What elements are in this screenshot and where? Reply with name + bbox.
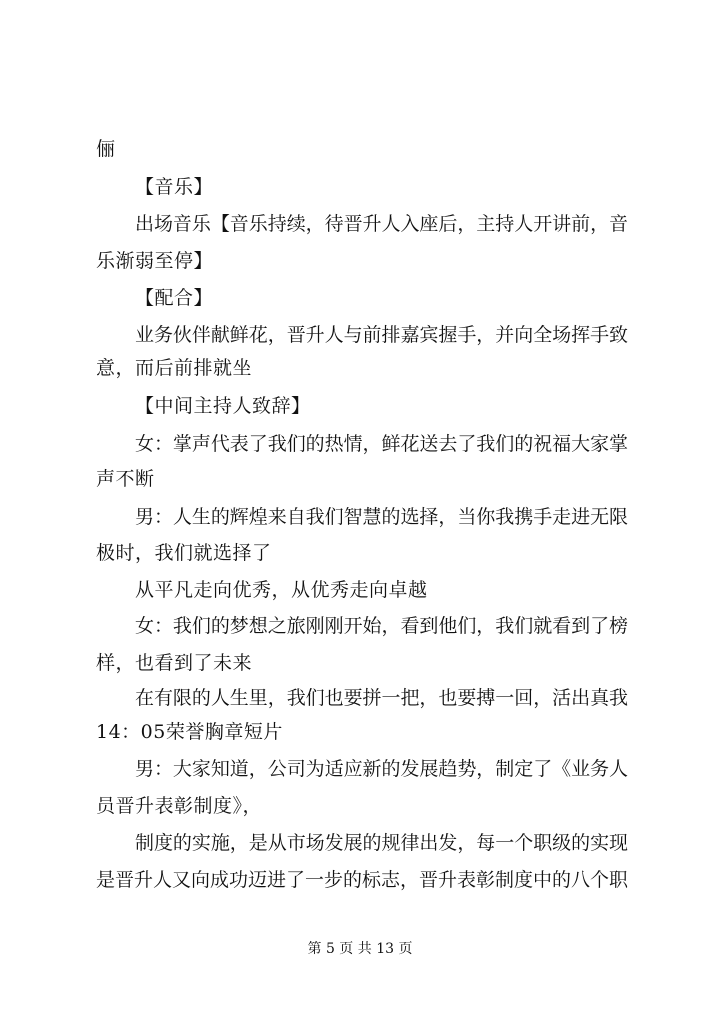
text-line: 女：掌声代表了我们的热情，鲜花送去了我们的祝福大家掌 xyxy=(135,433,629,455)
text-line: 女：我们的梦想之旅刚刚开始，看到他们，我们就看到了榜 xyxy=(135,615,629,637)
text-line: 是晋升人又向成功迈进了一步的标志，晋升表彰制度中的八个职 xyxy=(96,869,629,891)
text-line: 出场音乐【音乐持续，待晋升人入座后，主持人开讲前，音 xyxy=(135,213,629,235)
text-line: 在有限的人生里，我们也要拼一把，也要搏一回，活出真我 xyxy=(135,687,629,709)
text-line: 制度的实施，是从市场发展的规律出发，每一个职级的实现 xyxy=(135,832,629,854)
text-line: 男：人生的辉煌来自我们智慧的选择，当你我携手走进无限 xyxy=(135,506,629,528)
text-line: 俪 xyxy=(96,138,116,160)
text-line: 意，而后前排就坐 xyxy=(96,357,253,379)
text-line: 14：05荣誉胸章短片 xyxy=(96,721,283,743)
text-line: 【配合】 xyxy=(135,287,214,309)
text-line: 极时，我们就选择了 xyxy=(96,542,272,564)
text-line: 样，也看到了未来 xyxy=(96,652,253,674)
text-line: 【中间主持人致辞】 xyxy=(135,395,311,417)
text-line: 乐渐弱至停】 xyxy=(96,250,214,272)
text-line: 从平凡走向优秀，从优秀走向卓越 xyxy=(135,579,428,601)
text-line: 业务伙伴献鲜花，晋升人与前排嘉宾握手，并向全场挥手致 xyxy=(135,324,629,346)
text-line: 【音乐】 xyxy=(135,176,214,198)
text-line: 男：大家知道，公司为适应新的发展趋势，制定了《业务人 xyxy=(135,758,629,780)
text-line: 声不断 xyxy=(96,468,155,490)
page-number-footer: 第 5 页 共 13 页 xyxy=(307,941,413,957)
text-line: 员晋升表彰制度》， xyxy=(96,795,263,817)
